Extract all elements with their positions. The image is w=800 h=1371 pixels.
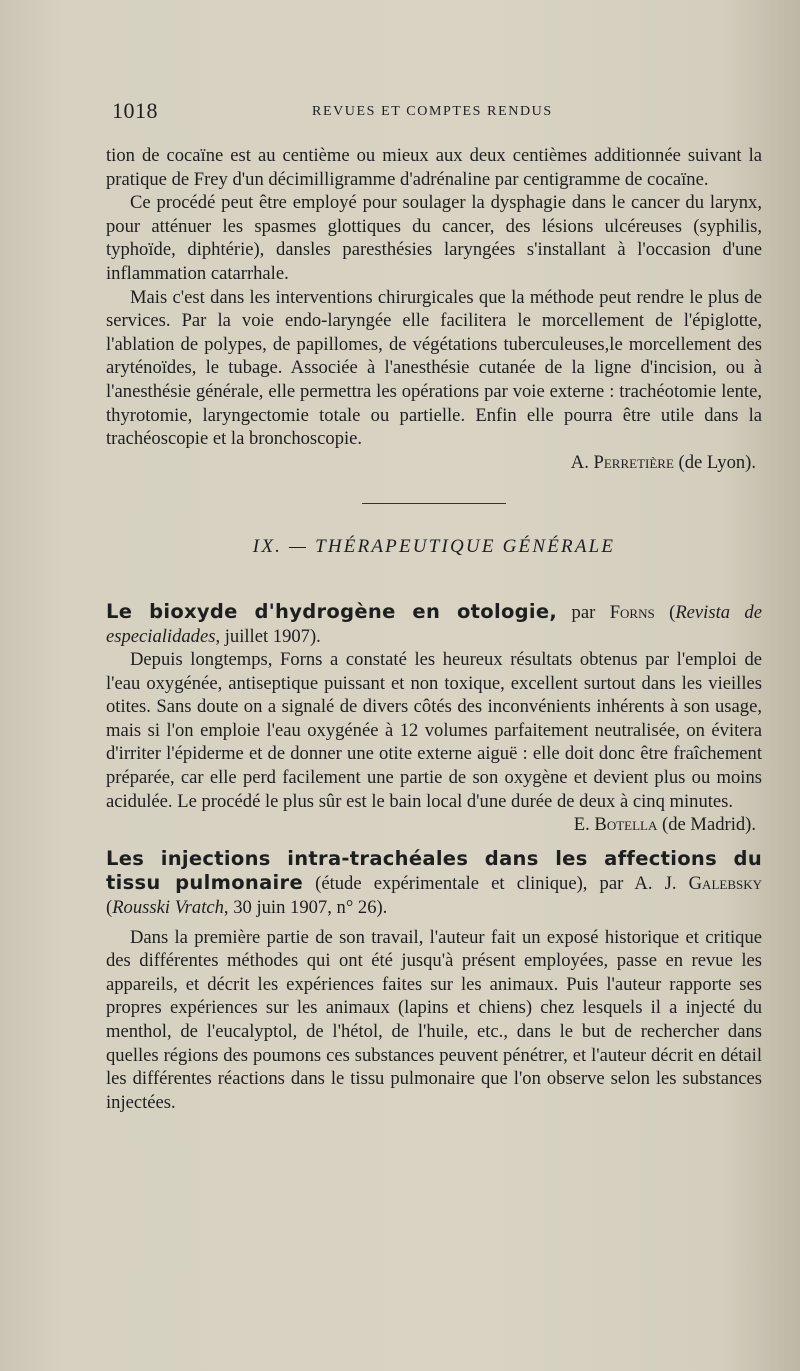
intro-paragraph-2: Ce procédé peut être employé pour soulager la dysphagie dans le cancer du larynx, pour atténuer les spasmes glottiques du cancer, des lésions ulcéreuses (syphilis, typhoïde, diphtérie), dansles paresthésies laryngées s'installant à l'occasion d'une inflammation catarrhale. — [106, 192, 762, 284]
article-2-journal: Rousski Vratch — [112, 897, 224, 919]
page-header — [112, 98, 762, 128]
signature-initial: A. — [570, 451, 589, 473]
article-1-signature — [106, 813, 762, 837]
article-1-author: Forns — [609, 601, 655, 623]
article-2-date: , 30 juin 1907, n° 26). — [223, 897, 388, 919]
signature-place: (de Lyon). — [678, 451, 756, 473]
article-1-by: par — [571, 601, 596, 623]
article-1-title: Le bioxyde d'hydrogène en otologie, — [106, 599, 558, 623]
article-1-source-open: ( — [669, 601, 676, 623]
article-2-source-open: ( — [106, 897, 113, 919]
intro-signature — [106, 451, 762, 475]
article-2-author: Galebsky — [688, 873, 763, 895]
section-divider — [362, 503, 506, 504]
signature-initial: E. — [573, 814, 590, 836]
page-number: 1018 — [112, 98, 158, 123]
running-title: REVUES ET COMPTES RENDUS — [312, 104, 553, 119]
spacer — [106, 837, 762, 847]
article-1-date: , juillet 1907). — [215, 625, 321, 647]
section-title: IX. — THÉRAPEUTIQUE GÉNÉRALE — [252, 536, 616, 558]
article-1-journal: Revista de especialidades — [106, 601, 762, 647]
intro-paragraph-3: Mais c'est dans les interventions chirurgicales que la méthode peut rendre le plus de services. Par la voie endo-laryngée elle facilitera le morcellement de l'épiglotte, l'ablation de polypes, de papillomes, de végétations tuberculeuses,le morcellement des aryténoïdes, le tubage. Associée à l'anesthésie cutanée de la ligne d'incision, ou à l'anesthésie générale, elle permettra les opérations par voie externe : trachéotomie lente, thyrotomie, laryngectomie totale ou partielle. Enfin elle pourra être utile dans la trachéoscopie et la bronchoscopie. — [106, 286, 762, 450]
article-2-title: Les injections intra-trachéales dans les affections du tissu pulmonaire — [106, 846, 762, 895]
signature-name: Botella — [594, 814, 658, 836]
article-2-body: Dans la première partie de son travail, l'auteur fait un exposé historique et critique des différentes méthodes qui ont été jusqu'à présent employées, passe en revue les appareils, et décrit les expériences faites sur les animaux. Puis l'auteur rapporte ses propres expériences sur les animaux (lapins et chiens) chez lesquels il a injecté du menthol, de l'eucalyptol, de l'hétol, de l'huile, etc., dans le but de rechercher dans quelles régions des poumons ces substances peuvent pénétrer, et l'auteur décrit en détail les différentes réactions dans le tissu pulmonaire que l'on observe selon les substances injectées. — [106, 926, 762, 1113]
article-1-heading — [106, 600, 762, 648]
article-2-subtitle: (étude expérimentale et clinique), par A. J. — [315, 873, 677, 895]
signature-name: Perretière — [593, 451, 674, 473]
article-1-body: Depuis longtemps, Forns a constaté les heureux résultats obtenus par l'emploi de l'eau oxygénée, antiseptique puissant et non toxique, excellent surtout dans les vieilles otites. Sans doute on a signalé de divers côtés des inconvénients inhérents à son usage, mais si l'on emploie l'eau oxygénée à 12 volumes parfaitement neutralisée, on évitera d'irriter l'épiderme et de donner une otite externe aiguë : elle doit donc être fraîchement préparée, car elle perd facilement une partie de son oxygène et devient plus ou moins acidulée. Le procédé le plus sûr est le bain local d'une durée de deux à cinq minutes. — [106, 649, 762, 812]
article-2-heading — [106, 847, 762, 920]
signature-place: (de Madrid). — [662, 814, 756, 836]
intro-paragraph-1: tion de cocaïne est au centième ou mieux aux deux centièmes additionnée suivant la pratique de Frey d'un décimilligramme d'adrénaline par centigramme de cocaïne. — [106, 145, 762, 190]
body-text — [106, 144, 762, 1114]
